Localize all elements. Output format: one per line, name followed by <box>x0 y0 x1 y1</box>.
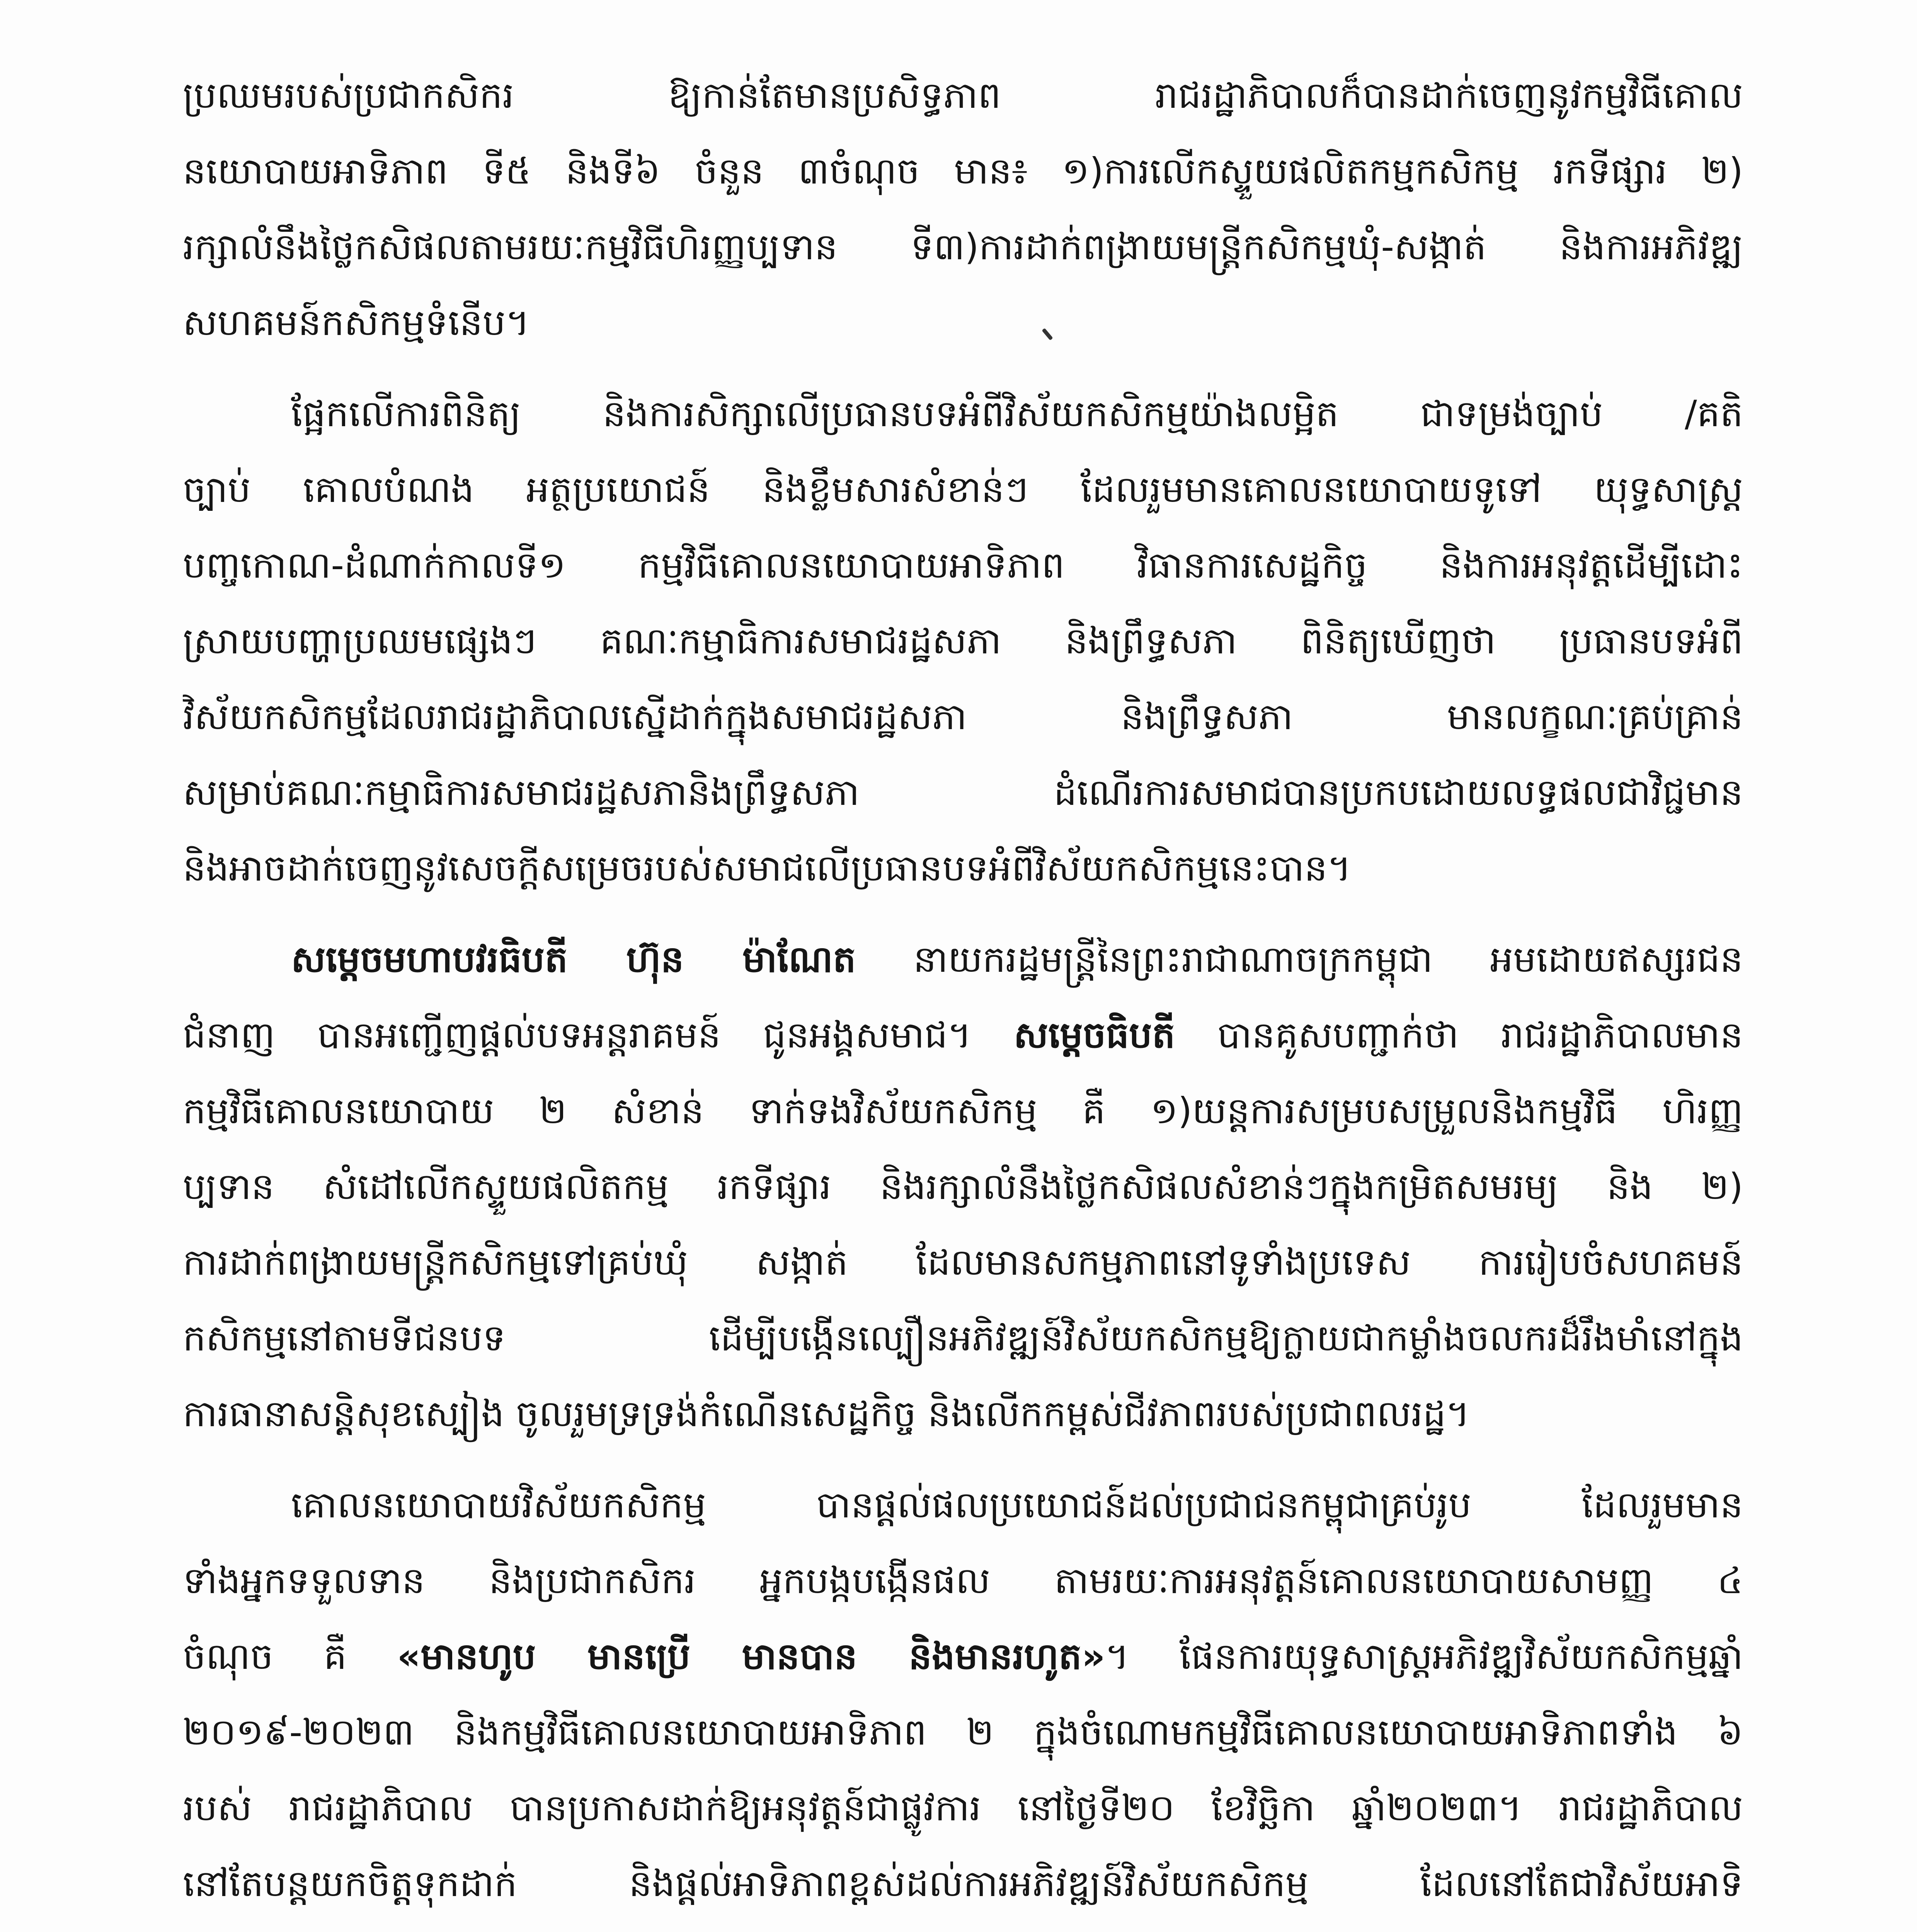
line-text <box>291 922 1743 998</box>
text-line <box>183 1619 1743 1695</box>
line-text: សហគមន៍កសិកម្មទំនើប។ <box>183 302 530 344</box>
line-text: ផ្អែកលើការពិនិត្យ និងការសិក្សាលើប្រធានបទអំពីវិស័យកសិកម្មយ៉ាងលម្អិត ជាទម្រង់ច្បាប់ /គតិ <box>291 393 1743 435</box>
text-line <box>183 998 1743 1073</box>
paragraph <box>183 922 1743 1452</box>
line-text: ប្បទាន សំដៅលើកស្ទួយផលិតកម្ម រកទីផ្សារ និងរក្សាលំនឹងថ្លៃកសិផលសំខាន់ៗក្នុងកម្រិតសមរម្យ និង ២) <box>183 1166 1743 1208</box>
text-line <box>183 604 1743 679</box>
line-segment: បានគូសបញ្ជាក់ថា រាជរដ្ឋាភិបាលមាន <box>1217 1014 1743 1056</box>
line-text: ការដាក់ពង្រាយមន្ត្រីកសិកម្មទៅគ្រប់ឃុំ សង្កាត់ ដែលមានសកម្មភាពនៅទូទាំងប្រទេស ការរៀបចំសហគមន៍ <box>183 1242 1743 1284</box>
line-text: នៅតែបន្តយកចិត្តទុកដាក់ និងផ្តល់អាទិភាពខ្ពស់ដល់ការអភិវឌ្ឍន៍វិស័យកសិកម្ម ដែលនៅតែជាវិស័យអាទិ <box>183 1863 1743 1905</box>
line-text: ២០១៩-២០២៣ និងកម្មវិធីគោលនយោបាយអាទិភាព ២ ក្នុងចំណោមកម្មវិធីគោលនយោបាយអាទិភាពទាំង ៦ <box>183 1711 1743 1753</box>
text-line <box>183 1301 1743 1376</box>
text-line <box>183 452 1743 528</box>
line-text: នយោបាយអាទិភាព ទី៥ និងទី៦ ចំនួន ៣ចំណុច មាន៖ ១)ការលើកស្ទួយផលិតកម្មកសិកម្ម រកទីផ្សារ ២) <box>183 150 1743 192</box>
line-text: ច្បាប់ គោលបំណង អត្ថប្រយោជន៍ និងខ្លឹមសារសំខាន់ៗ ដែលរួមមានគោលនយោបាយទូទៅ យុទ្ធសាស្ត្រ <box>183 469 1743 511</box>
line-text: គោលនយោបាយវិស័យកសិកម្ម បានផ្តល់ផលប្រយោជន៍ដល់ប្រជាជនកម្ពុជាគ្រប់រូប ដែលរួមមាន <box>291 1484 1743 1526</box>
bold-name: សម្តេចធិបតី <box>1013 1014 1175 1056</box>
line-text: កម្មវិធីគោលនយោបាយ ២ សំខាន់ ទាក់ទងវិស័យកសិកម្ម គឺ ១)យន្តការសម្របសម្រួលនិងកម្មវិធី ហិរញ្ញ <box>183 1090 1743 1132</box>
line-text <box>183 1922 1743 1932</box>
line-text <box>183 1619 1743 1695</box>
line-segment: នាយករដ្ឋមន្ត្រីនៃព្រះរាជាណាចក្រកម្ពុជា អមដោយឥស្សរជន <box>913 939 1743 981</box>
body-text <box>183 58 1743 1932</box>
text-line <box>183 58 1743 134</box>
text-line <box>183 1225 1743 1301</box>
line-segment: ចំណុច គឺ <box>183 1636 347 1678</box>
bold-slogan: «មានហូប មានប្រើ មានបាន និងមានរហូត» <box>397 1636 1105 1678</box>
line-text: រក្សាលំនឹងថ្លៃកសិផលតាមរយៈកម្មវិធីហិរញ្ញប្បទាន ទី៣)ការដាក់ពង្រាយមន្ត្រីកសិកម្មឃុំ-សង្កាត់ និងការអភិវឌ្ឍ <box>183 226 1743 268</box>
line-segment: ។ ផែនការយុទ្ធសាស្ត្រអភិវឌ្ឍវិស័យកសិកម្មឆ្នាំ <box>1105 1636 1743 1678</box>
text-line <box>183 1149 1743 1225</box>
line-text: ស្រាយបញ្ហាប្រឈមផ្សេងៗ គណៈកម្មាធិការសមាជរដ្ឋសភា និងព្រឹទ្ធសភា ពិនិត្យឃើញថា ប្រធានបទអំពី <box>183 620 1743 662</box>
text-line <box>183 1922 1743 1932</box>
line-text <box>183 998 1743 1073</box>
line-text: ទាំងអ្នកទទួលទាន និងប្រជាកសិករ អ្នកបង្កបង្កើនផល តាមរយៈការអនុវត្តន៍គោលនយោបាយសាមញ្ញ ៤ <box>183 1560 1743 1602</box>
line-text: បញ្ចកោណ-ដំណាក់កាលទី១ កម្មវិធីគោលនយោបាយអាទិភាព វិធានការសេដ្ឋកិច្ច និងការអនុវត្តដើម្បីដោះ <box>183 544 1743 587</box>
text-line <box>183 831 1743 906</box>
text-line <box>183 1376 1743 1452</box>
text-line <box>183 285 1743 361</box>
text-line <box>183 528 1743 604</box>
line-text: និងអាចដាក់ចេញនូវសេចក្តីសម្រេចរបស់សមាជលើប្រធានបទអំពីវិស័យកសិកម្មនេះបាន។ <box>183 847 1352 889</box>
text-line <box>291 922 1743 998</box>
line-text: ប្រឈមរបស់ប្រជាកសិករ ឱ្យកាន់តែមានប្រសិទ្ធភាព រាជរដ្ឋាភិបាលក៏បានដាក់ចេញនូវកម្មវិធីគោល <box>183 75 1743 117</box>
text-line <box>183 209 1743 285</box>
text-line <box>291 1468 1743 1543</box>
paragraph <box>183 58 1743 361</box>
line-text: កសិកម្មនៅតាមទីជនបទ ដើម្បីបង្កើនល្បឿនអភិវឌ្ឍន៍វិស័យកសិកម្មឱ្យក្លាយជាកម្លាំងចលករដ៏រឹងមាំនៅក្នុង <box>183 1317 1743 1359</box>
text-line <box>183 1846 1743 1922</box>
bold-name: សម្តេចមហាបវរធិបតី ហ៊ុន ម៉ាណែត <box>291 939 856 981</box>
line-text: របស់ រាជរដ្ឋាភិបាល បានប្រកាសដាក់ឱ្យអនុវត្តន៍ជាផ្លូវការ នៅថ្ងៃទី២០ ខែវិច្ឆិកា ឆ្នាំ២០២៣។ រាជរដ្ឋាភិបាល <box>183 1787 1743 1829</box>
text-line <box>183 755 1743 831</box>
text-line <box>183 1770 1743 1846</box>
text-line <box>183 1073 1743 1149</box>
text-line <box>291 376 1743 452</box>
text-line <box>183 1543 1743 1619</box>
paragraph <box>183 1468 1743 1932</box>
line-text: ការធានាសន្តិសុខស្បៀង ចូលរួមទ្រទ្រង់កំណើនសេដ្ឋកិច្ច និងលើកកម្ពស់ជីវភាពរបស់ប្រជាពលរដ្ឋ។ <box>183 1393 1470 1435</box>
text-line <box>183 1695 1743 1770</box>
line-segment: ជំនាញ បានអញ្ជើញផ្តល់បទអន្តរាគមន៍ ជូនអង្គសមាជ។ <box>183 1014 972 1056</box>
line-text: វិស័យកសិកម្មដែលរាជរដ្ឋាភិបាលស្នើដាក់ក្នុងសមាជរដ្ឋសភា និងព្រឹទ្ធសភា មានលក្ខណៈគ្រប់គ្រាន់ <box>183 696 1743 738</box>
text-line <box>183 134 1743 209</box>
paragraph <box>183 376 1743 906</box>
line-text: សម្រាប់គណៈកម្មាធិការសមាជរដ្ឋសភានិងព្រឹទ្ធសភា ដំណើរការសមាជបានប្រកបដោយលទ្ធផលជាវិជ្ជមាន <box>183 772 1743 814</box>
text-line <box>183 679 1743 755</box>
